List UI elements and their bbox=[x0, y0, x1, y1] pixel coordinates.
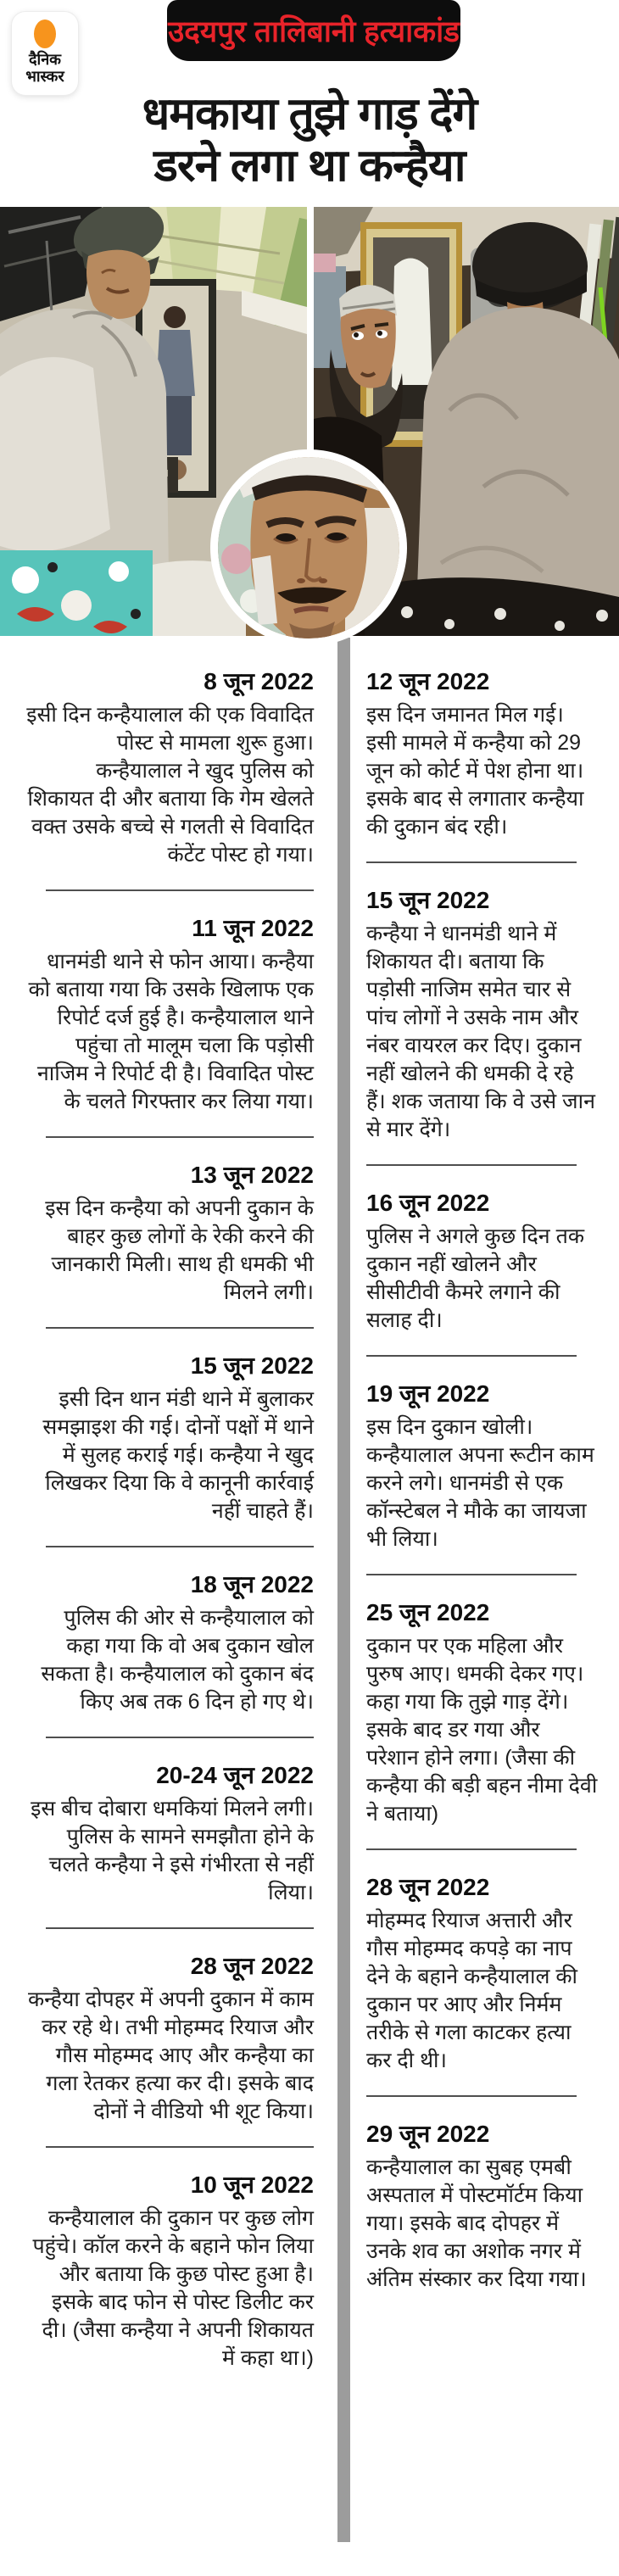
category-banner bbox=[167, 0, 460, 61]
logo-line2: भास्कर bbox=[25, 68, 64, 85]
timeline-text: दुकान पर एक महिला और पुरुष आए। धमकी देकर गए। कहा गया कि तुझे गाड़ देंगे। इसके बाद डर गया और परेशान होने लगा। (जैसा की कन्हैया की बड़ी बहन नीमा देवी ने बताया) bbox=[366, 1634, 598, 1826]
timeline-entry bbox=[366, 1872, 598, 2075]
page-title bbox=[0, 88, 619, 192]
timeline-text: इस दिन जमानत मिल गई। इसी मामले में कन्हैया को 29 जून को कोर्ट में पेश होना था। इसके बाद से लगातार कन्हैया की दुकान बंद रही। bbox=[366, 703, 584, 839]
timeline-right-column bbox=[366, 666, 598, 2294]
timeline-date: 11 जून 2022 bbox=[192, 915, 314, 941]
timeline-entry bbox=[366, 2119, 598, 2294]
timeline-text: कन्हैयालाल का सुबह एमबी अस्पताल में पोस्टमॉर्टम किया गया। इसके बाद दोपहर में उनके शव का अशोक नगर में अंतिम संस्कार कर दिया गया। bbox=[366, 2155, 587, 2291]
entry-separator bbox=[46, 1927, 314, 1929]
entry-separator bbox=[366, 1355, 577, 1357]
headline-line1: धमकाया तुझे गाड़ देंगे bbox=[142, 89, 477, 139]
timeline-text: कन्हैया दोपहर में अपनी दुकान में काम कर रहे थे। तभी मोहम्मद रियाज और गौस मोहम्मद आए और कन्हैया का गला रेतकर हत्या कर दी। इसके बाद दोनों ने वीडियो भी शूट किया। bbox=[27, 1988, 314, 2123]
entry-separator bbox=[46, 889, 314, 891]
entry-separator bbox=[366, 1574, 577, 1575]
timeline-entry bbox=[25, 1570, 314, 1716]
timeline-text: पुलिस ने अगले कुछ दिन तक दुकान नहीं खोलने और सीसीटीवी कैमरे लगाने की सलाह दी। bbox=[366, 1224, 585, 1332]
entry-separator bbox=[46, 1136, 314, 1138]
timeline-text: इसी दिन कन्हैयालाल की एक विवादित पोस्ट से मामला शुरू हुआ। कन्हैयालाल ने खुद पुलिस को शिकायत दी और बताया कि गेम खेलते वक्त उसके बच्चे से गलती से विवादित कंटेंट पोस्ट हो गया। bbox=[26, 703, 314, 867]
timeline-text: कन्हैया ने धानमंडी थाने में शिकायत दी। बताया कि पड़ोसी नाजिम समेत चार से पांच लोगों ने उसके नाम और नंबर वायरल कर दिए। दुकान नहीं खोलने की धमकी दे रहे हैं। शक जताया कि वे उसे जान से मार देंगे। bbox=[366, 922, 595, 1141]
timeline bbox=[0, 638, 619, 2576]
timeline-date: 28 जून 2022 bbox=[190, 1953, 314, 1979]
timeline-entry bbox=[366, 666, 598, 841]
timeline-text: इस बीच दोबारा धमकियां मिलने लगी। पुलिस के सामने समझौता होने के चलते कन्हैया ने इसे गंभीरता से नहीं लिया। bbox=[31, 1797, 314, 1904]
photo-collage bbox=[0, 207, 619, 636]
timeline-date: 18 जून 2022 bbox=[190, 1571, 314, 1597]
entry-separator bbox=[46, 1737, 314, 1738]
logo-line1: दैनिक bbox=[28, 51, 62, 68]
entry-separator bbox=[46, 1327, 314, 1329]
timeline-text: इसी दिन थान मंडी थाने में बुलाकर समझाइश की गई। दोनों पक्षों में थाने में सुलह कराई गई। कन्हैया ने खुद लिखकर दिया कि वे कानूनी कार्रवाई नहीं चाहते हैं। bbox=[42, 1387, 314, 1523]
timeline-date: 10 जून 2022 bbox=[190, 2172, 314, 2198]
timeline-entry bbox=[25, 2170, 314, 2372]
timeline-date: 20-24 जून 2022 bbox=[156, 1762, 314, 1788]
timeline-date: 16 जून 2022 bbox=[366, 1190, 490, 1216]
timeline-date: 25 जून 2022 bbox=[366, 1599, 490, 1625]
timeline-text: पुलिस की ओर से कन्हैयालाल को कहा गया कि वो अब दुकान खोल सकता है। कन्हैयालाल को दुकान बंद किए अब तक 6 दिन हो गए थे। bbox=[41, 1606, 314, 1714]
timeline-entry bbox=[25, 666, 314, 869]
timeline-date: 28 जून 2022 bbox=[366, 1874, 490, 1900]
timeline-date: 12 जून 2022 bbox=[366, 668, 490, 694]
timeline-entry bbox=[366, 1379, 598, 1553]
timeline-entry bbox=[25, 913, 314, 1116]
timeline-date: 13 जून 2022 bbox=[190, 1162, 314, 1188]
timeline-entry bbox=[25, 1160, 314, 1307]
timeline-entry bbox=[366, 1188, 598, 1335]
headline-line2: डरने लगा था कन्हैया bbox=[153, 141, 466, 191]
entry-separator bbox=[46, 2146, 314, 2148]
category-banner-label: उदयपुर तालिबानी हत्याकांड bbox=[168, 14, 460, 48]
timeline-entry bbox=[25, 1760, 314, 1907]
timeline-center-divider bbox=[337, 638, 350, 2542]
entry-separator bbox=[366, 861, 577, 863]
timeline-date: 19 जून 2022 bbox=[366, 1380, 490, 1407]
dainik-bhaskar-logo bbox=[12, 12, 78, 95]
timeline-date: 15 जून 2022 bbox=[366, 887, 490, 913]
entry-separator bbox=[366, 2095, 577, 2097]
timeline-date: 15 जून 2022 bbox=[190, 1352, 314, 1379]
timeline-date: 29 जून 2022 bbox=[366, 2121, 490, 2147]
timeline-date: 8 जून 2022 bbox=[204, 668, 314, 694]
timeline-entry bbox=[25, 1951, 314, 2126]
entry-separator bbox=[366, 1164, 577, 1166]
timeline-text: मोहम्मद रियाज अत्तारी और गौस मोहम्मद कपड़े का नाप देने के बहाने कन्हैयालाल की दुकान पर आए और निर्मम तरीके से गला काटकर हत्या कर दी थी। bbox=[366, 1909, 578, 2072]
timeline-text: कन्हैयालाल की दुकान पर कुछ लोग पहुंचे। कॉल करने के बहाने फोन लिया और बताया कि कुछ पोस्ट हुआ है। इसके बाद फोन से पोस्ट डिलीट कर दी। (जैसा कन्हैया ने अपनी शिकायत में कहा था।) bbox=[32, 2206, 314, 2370]
timeline-text: इस दिन कन्हैया को अपनी दुकान के बाहर कुछ लोगों के रेकी करने की जानकारी मिली। साथ ही धमकी भी मिलने लगी। bbox=[45, 1196, 314, 1304]
portrait-illustration bbox=[218, 457, 399, 638]
entry-separator bbox=[366, 1848, 577, 1850]
timeline-left-column bbox=[25, 666, 314, 2372]
timeline-entry bbox=[366, 885, 598, 1144]
timeline-entry bbox=[366, 1597, 598, 1828]
victim-portrait-photo bbox=[210, 449, 407, 646]
entry-separator bbox=[46, 1546, 314, 1547]
timeline-text: इस दिन दुकान खोली। कन्हैयालाल अपना रूटीन काम करने लगे। धानमंडी से एक कॉन्स्टेबल ने मौके का जायजा भी लिया। bbox=[366, 1415, 594, 1551]
logo-text bbox=[12, 51, 78, 85]
timeline-entry bbox=[25, 1351, 314, 1525]
logo-sun-icon bbox=[34, 20, 56, 48]
timeline-text: धानमंडी थाने से फोन आया। कन्हैया को बताया गया कि उसके खिलाफ एक रिपोर्ट दर्ज हुई है। कन्हैयालाल थाने पहुंचा तो मालूम चला कि पड़ोसी नाजिम ने रिपोर्ट दी है। विवादित पोस्ट के चलते गिरफ्तार कर लिया गया। bbox=[28, 950, 314, 1113]
